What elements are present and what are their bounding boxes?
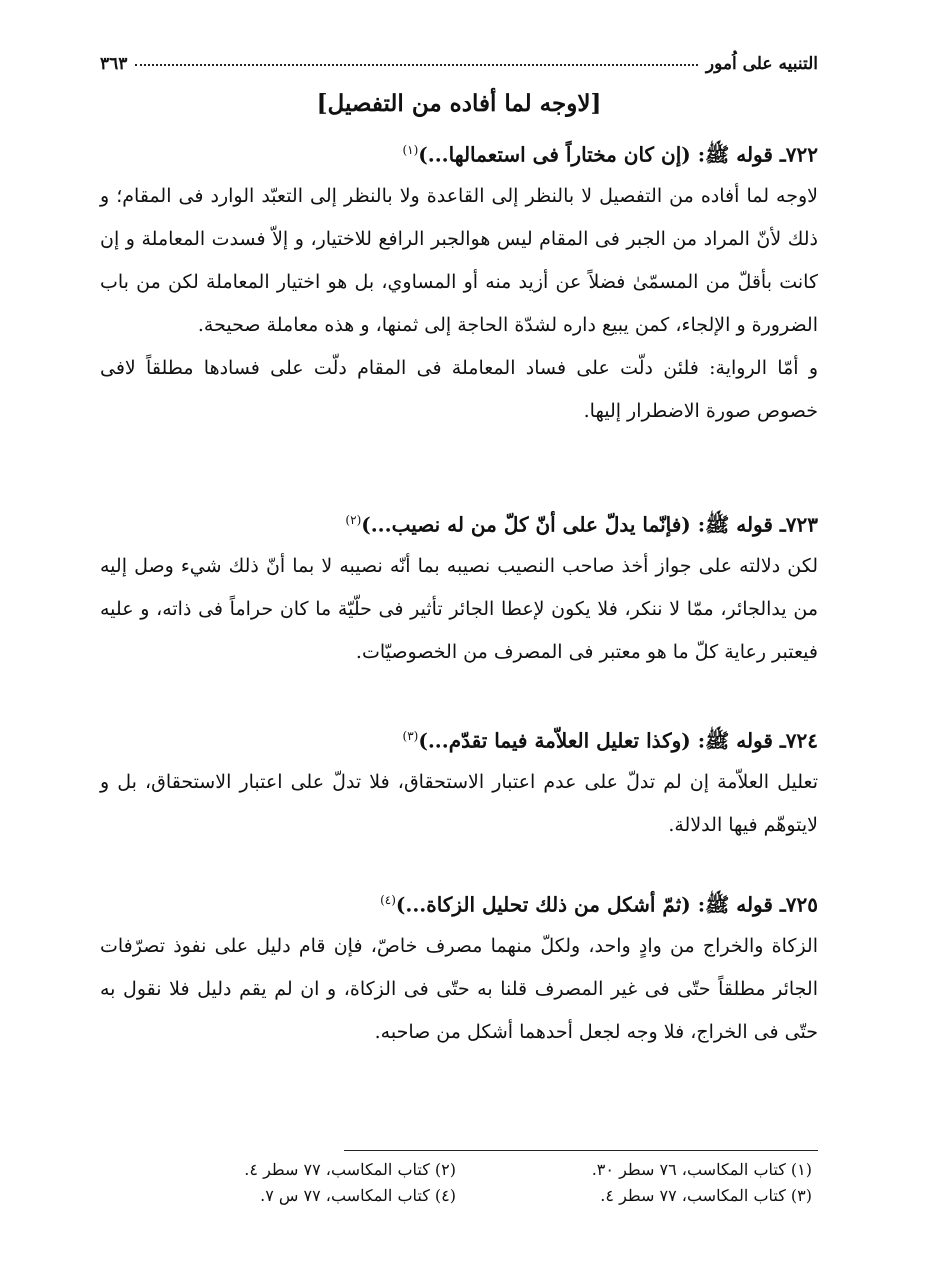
section-title: [لاوجه لما أفاده من التفصيل] [316, 90, 602, 117]
leader-dots [135, 64, 697, 66]
paragraph: لكن دلالته على جواز أخذ صاحب النصيب نصيبه بما أنّه نصيبه لا بما أنّ ذلك شيء وصل إليه من يدالجائر، ممّا لا ننكر، فلا يكون لإعطا الجائر تأثير فى حلّيّة ما كان حراماً فى ذاته، و عليه فيعتبر رعاية كلّ ما هو معتبر فى المصرف من الخصوصيّات. [100, 554, 818, 663]
page-number: ٣٦٣ [100, 54, 128, 74]
item-heading: ٧٢٢ـ قوله ﷺ: (إن كان مختاراً فى استعمالها...)$^{(١)}$ [402, 142, 818, 167]
footnote-ref: (٣) [402, 729, 419, 743]
paragraph: تعليل العلاّمة إن لم تدلّ على عدم اعتبار الاستحقاق، فلا تدلّ على اعتبار الاستحقاق، بل و لايتوهّم فيها الدلالة. [100, 770, 818, 836]
commentary-item-722 [100, 130, 818, 433]
paragraph: لاوجه لما أفاده من التفصيل لا بالنظر إلى القاعدة ولا بالنظر إلى التعبّد الوارد فى المقام؛ و ذلك لأنّ المراد من الجبر فى المقام ليس هوالجبر الرافع للاختيار، و إلاّ فسدت المعاملة و إن كانت بأقلّ من المسمّىٰ فضلاً عن أزيد منه أو المساوي، بل هو اختيار المعاملة لكن من باب الضرورة و الإلجاء، كمن يبيع داره لشدّة الحاجة إلى ثمنها، و هذه معاملة صحيحة. [100, 184, 818, 336]
footnote-ref: (٢) [345, 513, 362, 527]
item-heading: ٧٢٤ـ قوله ﷺ: (وكذا تعليل العلاّمة فيما تقدّم...)$^{(٣)}$ [402, 728, 818, 753]
footnote-4: (٤) كتاب المكاسب، ٧٧ س ٧. [260, 1186, 456, 1205]
paragraph: الزكاة والخراج من وادٍ واحد، ولكلّ منهما مصرف خاصّ، فإن قام دليل على نفوذ تصرّفات الجائر مطلقاً حتّى فى غير المصرف قلنا به حتّى فى الزكاة، و ان لم يقم دليل فلا نقول به حتّى فى الخراج، فلا وجه لجعل أحدهما أشكل من صاحبه. [100, 934, 818, 1043]
book-page [100, 38, 818, 1238]
footnote-rule [344, 1150, 818, 1151]
footnote-ref: (٤) [380, 893, 396, 907]
commentary-item-723 [100, 500, 818, 674]
commentary-item-725 [100, 880, 818, 1054]
footnote-3: (٣) كتاب المكاسب، ٧٧ سطر ٤. [600, 1186, 812, 1205]
footnote-ref: (١) [402, 143, 419, 157]
item-heading: ٧٢٣ـ قوله ﷺ: (فإنّما يدلّ على أنّ كلّ من له نصيب...)$^{(٢)}$ [345, 512, 818, 537]
running-title: التنبيه على اُمور [705, 54, 818, 74]
footnotes [100, 1150, 818, 1207]
item-heading: ٧٢٥ـ قوله ﷺ: (ثمّ أشكل من ذلك تحليل الزكاة...)$^{(٤)}$ [380, 892, 818, 917]
footnote-2: (٢) كتاب المكاسب، ٧٧ سطر ٤. [244, 1160, 456, 1179]
running-header [100, 38, 818, 74]
commentary-item-724 [100, 716, 818, 847]
footnote-1: (١) كتاب المكاسب، ٧٦ سطر ٣٠. [591, 1160, 812, 1179]
paragraph: و أمّا الرواية: فلئن دلّت على فساد المعاملة فى المقام دلّت على فسادها مطلقاً لافى خصوص صورة الاضطرار إليها. [100, 356, 818, 422]
